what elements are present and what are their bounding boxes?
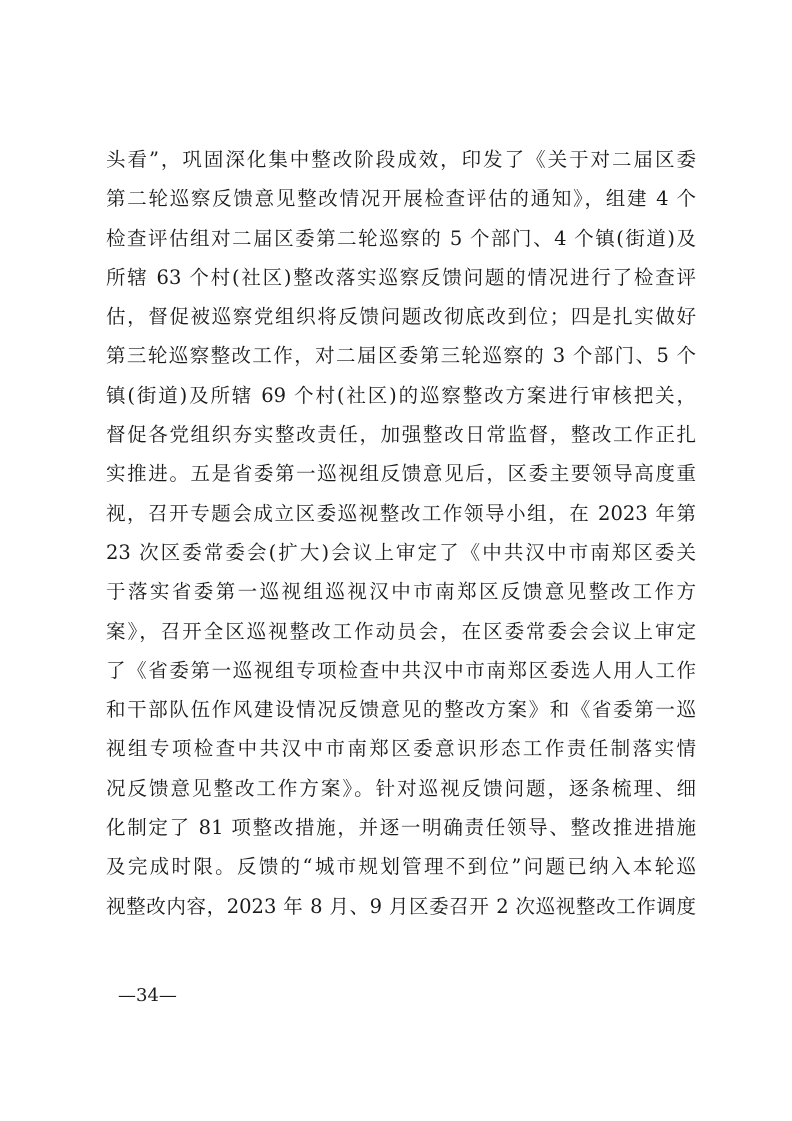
text-line: 视整改内容，2023 年 8 月、9 月区委召开 2 次巡视整改工作调度: [106, 894, 696, 918]
text-line: 第二轮巡察反馈意见整改情况开展检查评估的通知》，组建 4 个: [106, 187, 696, 211]
text-line: 化制定了 81 项整改措施，并逐一明确责任领导、整改推进措施: [106, 816, 696, 840]
text-line: 况反馈意见整改工作方案》。针对巡视反馈问题，逐条梳理、细: [106, 776, 696, 800]
text-line: 视组专项检查中共汉中市南郑区委意识形态工作责任制落实情: [106, 737, 696, 761]
text-line: 于落实省委第一巡视组巡视汉中市南郑区反馈意见整改工作方: [106, 580, 696, 604]
text-line: 实推进。五是省委第一巡视组反馈意见后，区委主要领导高度重: [106, 462, 696, 486]
text-line: 检查评估组对二届区委第二轮巡察的 5 个部门、4 个镇(街道)及: [106, 226, 696, 250]
text-line: 第三轮巡察整改工作，对二届区委第三轮巡察的 3 个部门、5 个: [106, 344, 696, 368]
text-line: 估，督促被巡察党组织将反馈问题改彻底改到位；四是扎实做好: [106, 305, 696, 329]
page-number: —34—: [118, 985, 177, 1006]
text-line: 23 次区委常委会(扩大)会议上审定了《中共汉中市南郑区委关: [106, 540, 696, 564]
text-line: 督促各党组织夯实整改责任，加强整改日常监督，整改工作正扎: [106, 423, 696, 447]
text-line: 头看”，巩固深化集中整改阶段成效，印发了《关于对二届区委: [106, 148, 696, 171]
text-line: 及完成时限。反馈的“城市规划管理不到位”问题已纳入本轮巡: [106, 855, 696, 879]
body-text: [106, 140, 696, 926]
text-line: 所辖 63 个村(社区)整改落实巡察反馈问题的情况进行了检查评: [106, 265, 696, 289]
text-line: 镇(街道)及所辖 69 个村(社区)的巡察整改方案进行审核把关，: [106, 383, 696, 407]
text-line: 和干部队伍作风建设情况反馈意见的整改方案》和《省委第一巡: [106, 698, 696, 722]
text-line: 案》，召开全区巡视整改工作动员会，在区委常委会会议上审定: [106, 619, 696, 643]
text-line: 了《省委第一巡视组专项检查中共汉中市南郑区委选人用人工作: [106, 658, 696, 682]
text-line: 视，召开专题会成立区委巡视整改工作领导小组，在 2023 年第: [106, 501, 696, 525]
